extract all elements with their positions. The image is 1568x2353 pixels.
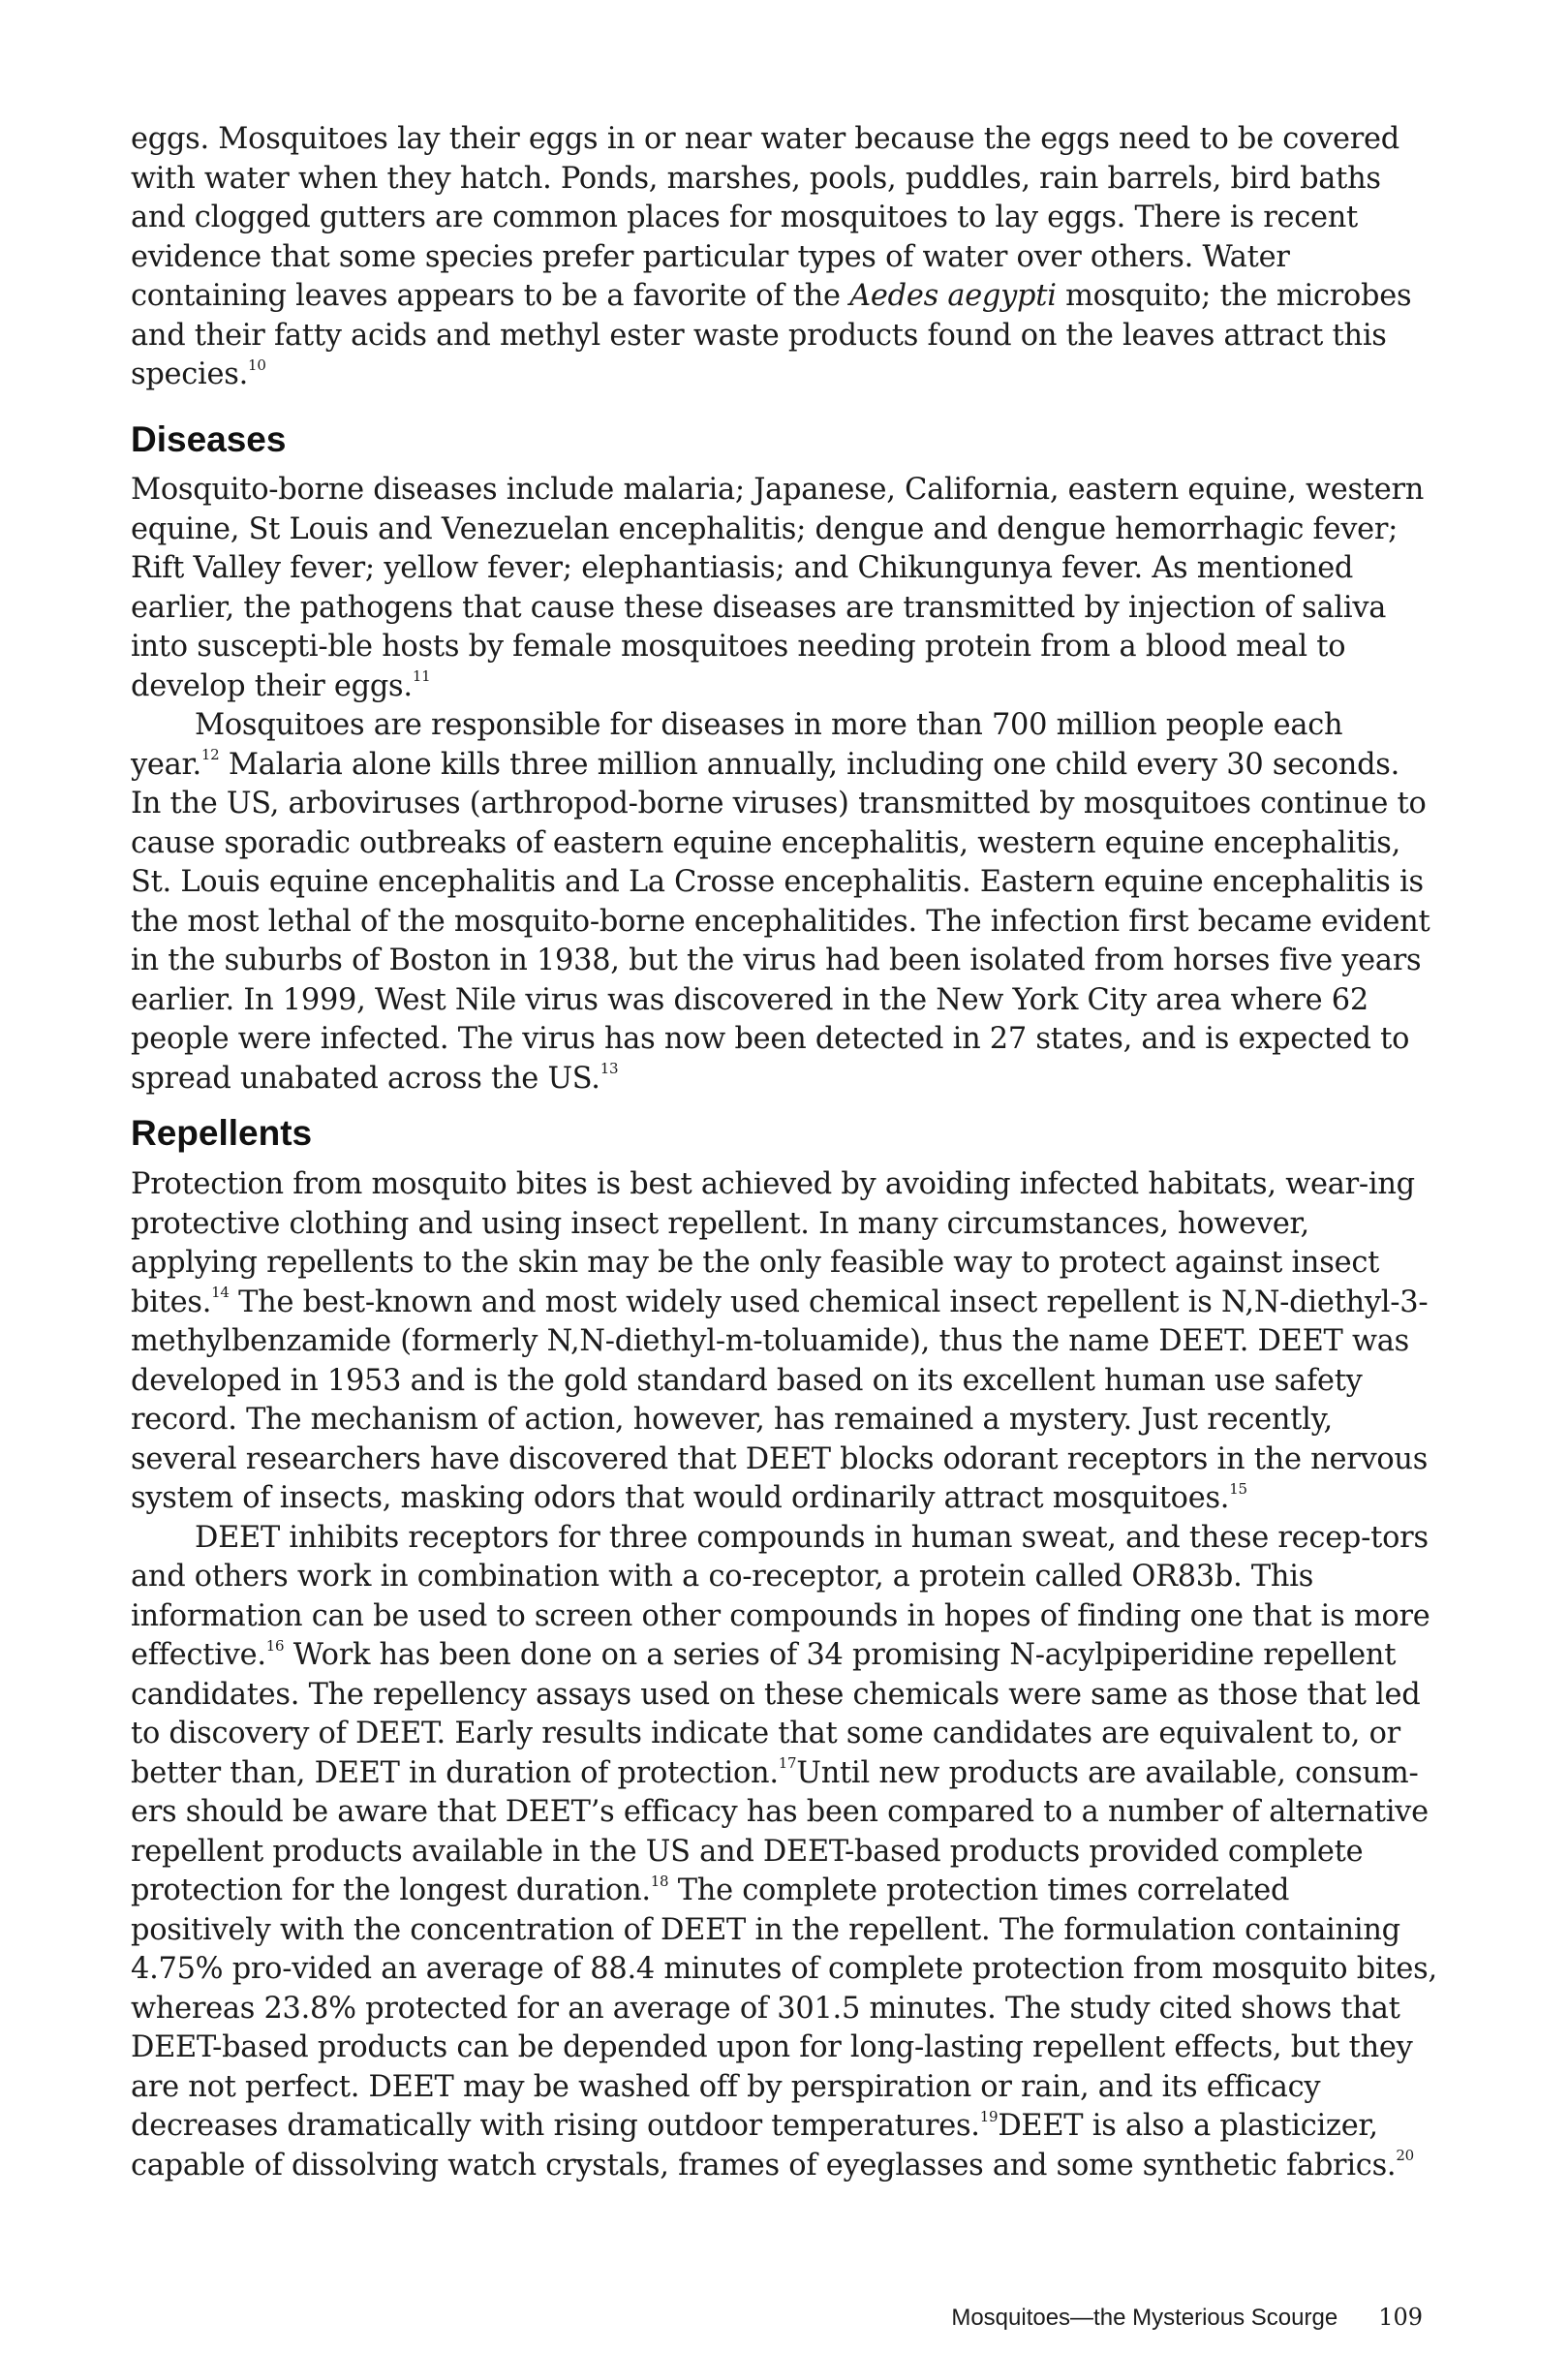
intro-section [131,120,1438,395]
paragraph-text: DEET inhibits receptors for three compounds in human sweat, and these recep-tors and others work in combination with a co-receptor, a protein called OR83b. This information can be used to screen other compounds in hopes of finding one that is more effective. [131,1520,1430,1672]
footnote-marker: 10 [248,356,266,374]
paragraph-text: Malaria alone kills three million annually, including one child every 30 seconds. In the US, arboviruses (arthropod-borne viruses) transmitted by mosquitoes continue to cause sporadic outbreaks of eastern equine encephalitis, western equine encephalitis, St. Louis equine encephalitis and La Crosse encephalitis. Eastern equine encephalitis is the most lethal of the mosquito-borne encephalitides. The infection first became evident in the suburbs of Boston in 1938, but the virus had been isolated from horses five years earlier. In 1999, West Nile virus was discovered in the New York City area where 62 people were infected. The virus has now been detected in 27 states, and is expected to spread unabated across the US. [131,747,1430,1096]
paragraph-text: The best-known and most widely used chemical insect repellent is N,N-diethyl-3-methylbenzamide (formerly N,N-diethyl-m-toluamide), thus the name DEET. DEET was developed in 1953 and is the gold standard based on its excellent human use safety record. The mechanism of action, however, has remained a mystery. Just recently, several researchers have discovered that DEET blocks odorant receptors in the nervous system of insects, masking odors that would ordinarily attract mosquitoes. [131,1285,1429,1515]
page-footer [951,2304,1423,2332]
footnote-marker: 19 [979,2107,999,2125]
footnote-marker: 20 [1396,2147,1414,2165]
paragraph-text: The complete protection times correlated positively with the concentration of DEET in the repellent. The formulation containing 4.75% pro-vided an average of 88.4 minutes of complete protection from mosquito bites, whereas 23.8% protected for an average of 301.5 minutes. The study cited shows that DEET-based products can be depended upon for long-lasting repellent effects, but they are not perfect. DEET may be washed off by perspiration or rain, and its efficacy decreases dramatically with rising outdoor temperatures. [131,1873,1437,2143]
paragraph-text: Until new products are available, consum-ers should be aware that DEET’s efficacy has been compared to a number of alternative repellent products available in the US and DEET-based products provided complete protection for the longest duration. [131,1755,1429,1907]
paragraph-text: Protection from mosquito bites is best achieved by avoiding infected habitats, wear-ing protective clothing and using insect repellent. In many circumstances, however, applying repellents to the skin may be the only feasible way to protect against insect bites. [131,1167,1415,1319]
footnote-marker: 15 [1229,1479,1247,1498]
paragraph-text: Work has been done on a series of 34 promising N-acylpiperidine repellent candidates. The repellency assays used on these chemicals were same as those that led to discovery of DEET. Early results indicate that some candidates are equivalent to, or better than, DEET in duration of protection. [131,1638,1421,1790]
footnote-marker: 17 [778,1754,797,1773]
paragraph-text: DEET is also a plasticizer, capable of dissolving watch crystals, frames of eyeglasses and some synthetic fabrics. [131,2109,1397,2183]
footnote-marker: 16 [265,1636,285,1655]
paragraph-text: mosquito; the microbes and their fatty acids and methyl ester waste products found on the leaves attract this species. [131,279,1412,391]
paragraph-text: eggs. Mosquitoes lay their eggs in or near water because the eggs need to be covered with water when they hatch. Ponds, marshes, pools, puddles, rain barrels, bird baths and clogged gutters are common places for mosquitoes to lay eggs. There is recent evidence that some species prefer particular types of water over others. Water containing leaves appears to be a favorite of the [131,122,1399,313]
repellents-section [131,1165,1438,2185]
repellents-paragraph-1 [131,1165,1438,1519]
intro-paragraph [131,120,1438,395]
paragraph-text: Mosquito-borne diseases include malaria; Japanese, California, eastern equine, western equine, St Louis and Venezuelan encephalitis; dengue and dengue hemorrhagic fever; Rift Valley fever; yellow fever; elephantiasis; and Chikungunya fever. As mentioned earlier, the pathogens that cause these diseases are transmitted by injection of saliva into suscepti-ble hosts by female mosquitoes needing protein from a blood meal to develop their eggs. [131,473,1425,703]
page-number: 109 [1378,2304,1423,2331]
footnote-marker: 18 [650,1872,669,1890]
footnote-marker: 13 [600,1060,619,1078]
diseases-section [131,471,1438,1099]
footnote-marker: 14 [211,1284,230,1302]
diseases-paragraph-2 [131,706,1438,1099]
species-name: Aedes aegypti [849,279,1057,313]
section-heading-repellents: Repellents [131,1113,313,1153]
footnote-marker: 12 [200,746,220,764]
repellents-paragraph-2 [131,1519,1438,2186]
footnote-marker: 11 [412,667,431,686]
paragraph-text: Mosquitoes are responsible for diseases in more than 700 million people each year. [131,708,1343,782]
running-title: Mosquitoes—the Mysterious Scourge [951,2305,1338,2331]
diseases-paragraph-1 [131,471,1438,706]
section-heading-diseases: Diseases [131,419,287,459]
